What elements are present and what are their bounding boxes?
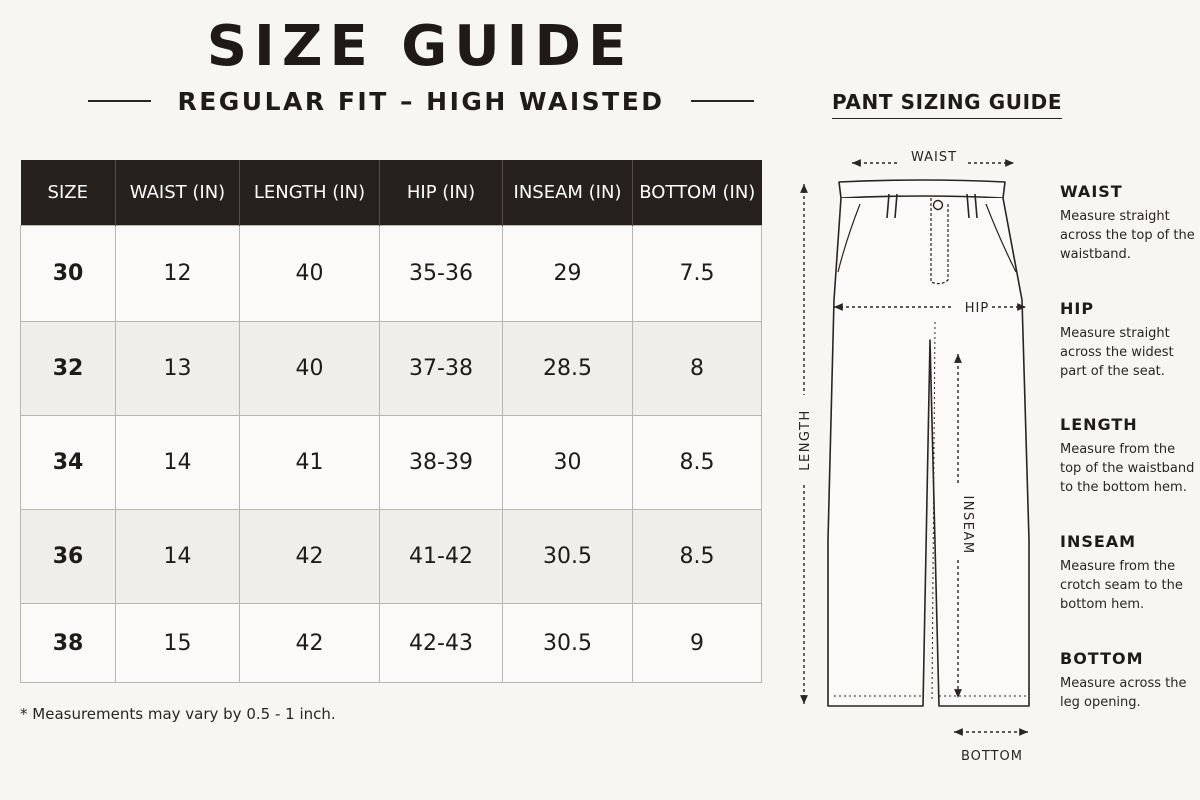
length-label: LENGTH bbox=[798, 409, 813, 471]
cell-inseam: 28.5 bbox=[503, 322, 633, 416]
legend-inseam bbox=[1060, 532, 1198, 614]
legend-heading: BOTTOM bbox=[1060, 649, 1144, 668]
cell-length: 40 bbox=[240, 226, 380, 322]
table-header-row bbox=[21, 160, 762, 226]
table-row bbox=[21, 510, 762, 604]
bottom-label: BOTTOM bbox=[960, 749, 1024, 764]
cell-waist: 12 bbox=[116, 226, 240, 322]
cell-inseam: 30 bbox=[503, 416, 633, 510]
hip-label: HIP bbox=[964, 301, 990, 316]
column-header-length: LENGTH (IN) bbox=[240, 160, 380, 226]
pants-outline bbox=[828, 180, 1029, 706]
cell-bottom: 7.5 bbox=[633, 226, 762, 322]
legend-text: Measure straight across the widest part of the seat. bbox=[1060, 326, 1174, 379]
cell-bottom: 8.5 bbox=[633, 510, 762, 604]
legend-hip bbox=[1060, 299, 1198, 381]
cell-inseam: 30.5 bbox=[503, 604, 633, 683]
waist-label: WAIST bbox=[910, 150, 958, 165]
legend-heading: INSEAM bbox=[1060, 532, 1137, 551]
pants-diagram bbox=[790, 140, 1055, 770]
legend-text: Measure across the leg opening. bbox=[1060, 676, 1187, 710]
cell-length: 42 bbox=[240, 510, 380, 604]
cell-hip: 42-43 bbox=[380, 604, 503, 683]
legend-heading: WAIST bbox=[1060, 182, 1123, 201]
subtitle-row bbox=[88, 86, 754, 116]
cell-size: 38 bbox=[21, 604, 116, 683]
table-row bbox=[21, 226, 762, 322]
cell-size: 32 bbox=[21, 322, 116, 416]
column-header-size: SIZE bbox=[21, 160, 116, 226]
subtitle-rule-right bbox=[691, 100, 754, 102]
size-table bbox=[20, 160, 762, 683]
table-row bbox=[21, 604, 762, 683]
cell-inseam: 29 bbox=[503, 226, 633, 322]
legend-text: Measure from the crotch seam to the bottom hem. bbox=[1060, 559, 1183, 612]
column-header-inseam: INSEAM (IN) bbox=[503, 160, 633, 226]
cell-length: 40 bbox=[240, 322, 380, 416]
column-header-waist: WAIST (IN) bbox=[116, 160, 240, 226]
cell-length: 42 bbox=[240, 604, 380, 683]
legend-heading: HIP bbox=[1060, 299, 1095, 318]
inseam-label: INSEAM bbox=[960, 495, 975, 555]
cell-hip: 37-38 bbox=[380, 322, 503, 416]
cell-inseam: 30.5 bbox=[503, 510, 633, 604]
page-subtitle: REGULAR FIT – HIGH WAISTED bbox=[177, 86, 665, 116]
footnote: * Measurements may vary by 0.5 - 1 inch. bbox=[20, 705, 336, 723]
column-header-hip: HIP (IN) bbox=[380, 160, 503, 226]
cell-size: 30 bbox=[21, 226, 116, 322]
cell-hip: 38-39 bbox=[380, 416, 503, 510]
legend-heading: LENGTH bbox=[1060, 415, 1138, 434]
cell-waist: 14 bbox=[116, 416, 240, 510]
cell-bottom: 8.5 bbox=[633, 416, 762, 510]
cell-bottom: 9 bbox=[633, 604, 762, 683]
legend-bottom bbox=[1060, 649, 1198, 712]
cell-bottom: 8 bbox=[633, 322, 762, 416]
cell-waist: 13 bbox=[116, 322, 240, 416]
cell-length: 41 bbox=[240, 416, 380, 510]
column-header-bottom: BOTTOM (IN) bbox=[633, 160, 762, 226]
cell-hip: 35-36 bbox=[380, 226, 503, 322]
cell-hip: 41-42 bbox=[380, 510, 503, 604]
legend-text: Measure from the top of the waistband to the bottom hem. bbox=[1060, 442, 1195, 495]
legend-text: Measure straight across the top of the waistband. bbox=[1060, 209, 1195, 262]
cell-size: 34 bbox=[21, 416, 116, 510]
button-icon bbox=[934, 201, 943, 210]
table-row bbox=[21, 322, 762, 416]
cell-waist: 14 bbox=[116, 510, 240, 604]
legend-waist bbox=[1060, 182, 1198, 264]
cell-waist: 15 bbox=[116, 604, 240, 683]
cell-size: 36 bbox=[21, 510, 116, 604]
table-row bbox=[21, 416, 762, 510]
legend-length bbox=[1060, 415, 1198, 497]
guide-title: PANT SIZING GUIDE bbox=[832, 90, 1062, 119]
subtitle-rule-left bbox=[88, 100, 151, 102]
page-title: SIZE GUIDE bbox=[206, 14, 634, 79]
